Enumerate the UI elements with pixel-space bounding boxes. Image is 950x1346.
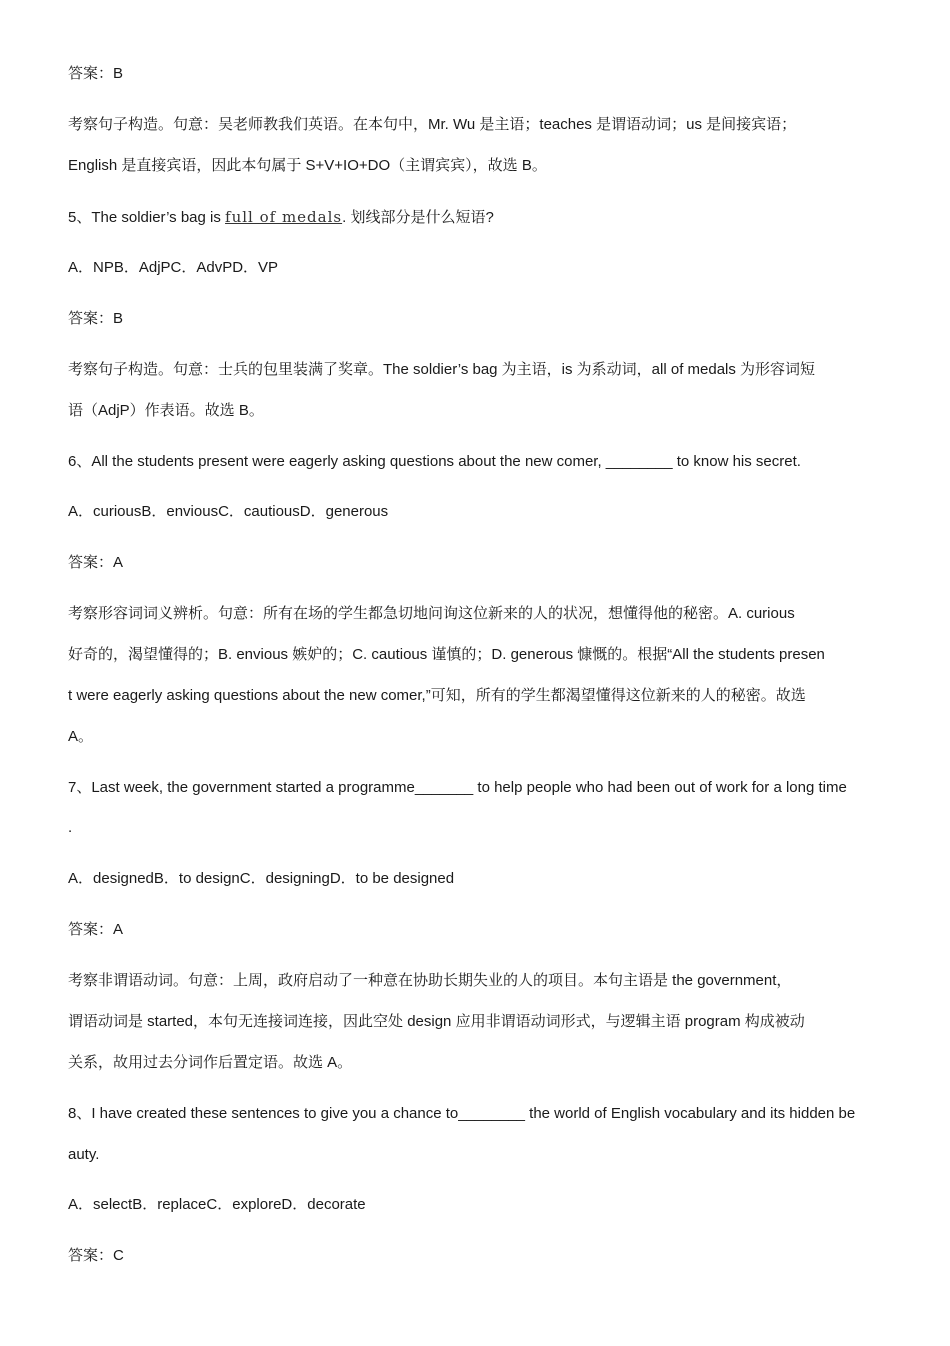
explanation-line: 好奇的，渴望懂得的；B. envious 嫉妒的；C. cautious 谨慎的；D. generous 慷慨的。根据“All the students presen: [68, 646, 825, 663]
question-8: 8、I have created these sentences to give you a chance to________ the world of English vocabulary and its hidden be: [68, 1105, 856, 1122]
explanation-line: t were eagerly asking questions about the new comer,”可知，所有的学生都渴望懂得这位新来的人的秘密。故选: [68, 687, 806, 704]
question-text: . 划线部分是什么短语?: [342, 209, 494, 226]
answer-line: 答案：C: [68, 1247, 124, 1264]
explanation-line: 考察句子构造。句意：吴老师教我们英语。在本句中，Mr. Wu 是主语；teaches 是谓语动词；us 是间接宾语；: [68, 116, 797, 133]
options-line: A．designedB．to designC．designingD．to be designed: [68, 870, 455, 887]
underlined-phrase: full of medals: [225, 208, 343, 226]
options-line: A．selectB．replaceC．exploreD．decorate: [68, 1196, 366, 1213]
explanation-line: 考察句子构造。句意：士兵的包里装满了奖章。The soldier’s bag 为主语，is 为系动词，all of medals 为形容词短: [68, 361, 816, 378]
explanation-line: 考察非谓语动词。句意：上周，政府启动了一种意在协助长期失业的人的项目。本句主语是 the government，: [68, 972, 792, 989]
question-6: 6、All the students present were eagerly asking questions about the new comer, ________ to know his secret.: [68, 453, 801, 470]
question-7-continued: .: [68, 819, 73, 836]
explanation-line: English 是直接宾语，因此本句属于 S+V+IO+DO（主谓宾宾），故选 B。: [68, 157, 547, 174]
options-line: A．curiousB．enviousC．cautiousD．generous: [68, 503, 389, 520]
explanation-line: 语（AdjP）作表语。故选 B。: [68, 402, 264, 419]
explanation-line: A。: [68, 728, 94, 745]
question-7: 7、Last week, the government started a programme_______ to help people who had been out of work for a long time: [68, 779, 847, 796]
question-5: [68, 207, 883, 228]
explanation-line: 考察形容词词义辨析。句意：所有在场的学生都急切地问询这位新来的人的状况，想懂得他的秘密。A. curious: [68, 605, 795, 622]
options-line: A．NPB．AdjPC．AdvPD．VP: [68, 259, 279, 276]
answer-line: 答案：A: [68, 921, 124, 938]
answer-line: 答案：B: [68, 310, 124, 327]
question-text: 5、The soldier’s bag is: [68, 209, 226, 226]
answer-line: 答案：A: [68, 554, 124, 571]
answer-line: 答案：B: [68, 65, 124, 82]
question-8-continued: auty.: [68, 1146, 100, 1163]
explanation-line: 谓语动词是 started，本句无连接词连接，因此空处 design 应用非谓语动词形式，与逻辑主语 program 构成被动: [68, 1013, 805, 1030]
explanation-line: 关系，故用过去分词作后置定语。故选 A。: [68, 1054, 353, 1071]
